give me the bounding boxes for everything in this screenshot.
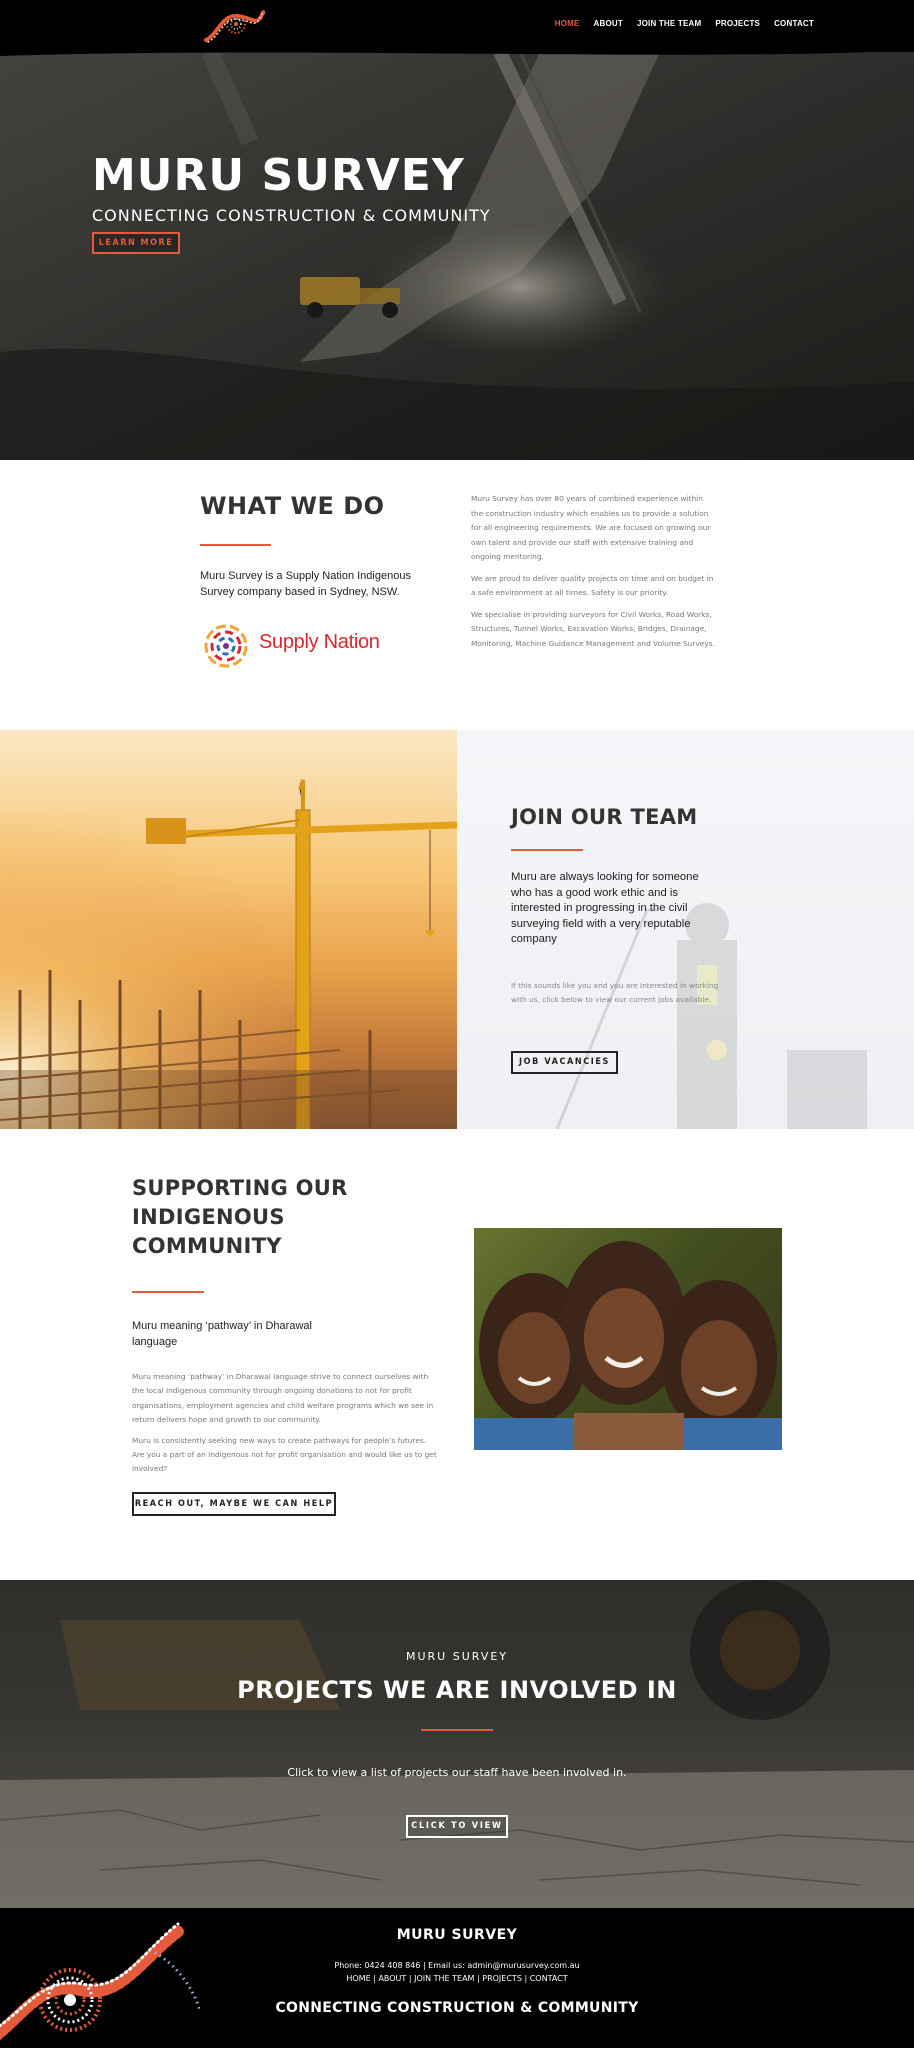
nav-about[interactable]: ABOUT: [593, 19, 623, 28]
hero-subtitle: CONNECTING CONSTRUCTION & COMMUNITY: [92, 206, 491, 225]
community-children-image: [474, 1228, 782, 1450]
footer-separator: |: [524, 1974, 528, 1983]
projects-title: PROJECTS WE ARE INVOLVED IN: [237, 1676, 677, 1704]
join-team-text: If this sounds like you and you are interested in working with us, click below to view our current jobs available.: [511, 981, 719, 1004]
click-to-view-button[interactable]: CLICK TO VIEW: [406, 1815, 508, 1838]
nav-join-the-team[interactable]: JOIN THE TEAM: [636, 19, 702, 28]
crane-sunset-image: [0, 730, 457, 1129]
paragraph: Muru is consistently seeking new ways to create pathways for people’s futures. Are you a part of an Indigenous not for profit organisation and would like us to get involved?: [132, 1435, 437, 1474]
footer-link-home[interactable]: HOME: [346, 1974, 371, 1983]
hero-section: [0, 52, 914, 460]
main-nav: [555, 19, 814, 28]
join-team-title: JOIN OUR TEAM: [511, 805, 698, 829]
footer-links: [0, 1974, 914, 1983]
paragraph: Muru Survey has over 80 years of combined experience within the construction industry which enables us to provide a solution for all engineering requirements. We are focused on growing our own talent and provide our staff with extensive training and ongoing mentoring.: [471, 494, 711, 561]
footer-link-projects[interactable]: PROJECTS: [482, 1974, 522, 1983]
title-divider: [132, 1291, 204, 1293]
footer-link-join-the-team[interactable]: JOIN THE TEAM: [414, 1974, 475, 1983]
supporting-title: SUPPORTING OUR INDIGENOUS COMMUNITY: [132, 1176, 348, 1258]
footer-separator: |: [477, 1974, 480, 1983]
site-header: [0, 0, 914, 52]
join-team-lead: Muru are always looking for someone who has a good work ethic and is interested in progressing in the civil surveying field with a very reputable company: [511, 871, 699, 946]
what-we-do-lead: Muru Survey is a Supply Nation Indigenous Survey company based in Sydney, NSW.: [200, 570, 411, 598]
what-we-do-title: WHAT WE DO: [200, 492, 385, 520]
footer-link-about[interactable]: ABOUT: [378, 1974, 407, 1983]
footer-separator: |: [373, 1974, 376, 1983]
dot-painting-logo-icon[interactable]: [200, 4, 270, 46]
paragraph: We are proud to deliver quality projects on time and on budget in a safe environment at all times. Safety is our priority.: [471, 573, 714, 597]
paragraph: We specialise in providing surveyors for Civil Works, Road Works, Structures, Tunnel Works, Excavation Works, Bridges, Drainage, Monitoring, Machine Guidance Management and Volume Surveys.: [471, 609, 715, 648]
paragraph: Muru meaning ‘pathway’ in Dharawal language strive to connect ourselves with the local Indigenous community through ongoing donations to not for profit organisations, employment agencies and child welfare programs which we see in return delivers hope and growth to our community.: [132, 1372, 434, 1425]
hero-quarry-image: [0, 52, 914, 460]
learn-more-button[interactable]: LEARN MORE: [92, 232, 180, 254]
job-vacancies-button[interactable]: JOB VACANCIES: [511, 1051, 618, 1074]
projects-section: [0, 1580, 914, 1908]
footer-contact: Phone: 0424 408 846 | Email us: admin@murusurvey.com.au: [334, 1961, 580, 1970]
footer-tagline: CONNECTING CONSTRUCTION & COMMUNITY: [275, 2000, 639, 2016]
title-divider: [200, 544, 271, 546]
what-we-do-description: [471, 492, 716, 658]
footer-separator: |: [408, 1974, 412, 1983]
projects-kicker: MURU SURVEY: [405, 1650, 508, 1663]
reach-out-button[interactable]: REACH OUT, MAYBE WE CAN HELP: [132, 1492, 336, 1516]
title-divider: [511, 849, 583, 851]
supporting-description: [132, 1370, 438, 1483]
title-divider: [421, 1729, 493, 1731]
supporting-lead: Muru meaning ‘pathway’ in Dharawal language: [132, 1320, 312, 1348]
footer-title: MURU SURVEY: [396, 1927, 518, 1943]
supply-nation-label: Supply Nation: [259, 631, 380, 653]
nav-projects[interactable]: PROJECTS: [715, 19, 761, 28]
nav-contact[interactable]: CONTACT: [774, 19, 814, 28]
footer-link-contact[interactable]: CONTACT: [529, 1974, 568, 1983]
projects-text: Click to view a list of projects our staff have been involved in.: [287, 1766, 627, 1779]
hero-title: MURU SURVEY: [92, 150, 465, 201]
nav-home[interactable]: HOME: [554, 19, 580, 28]
